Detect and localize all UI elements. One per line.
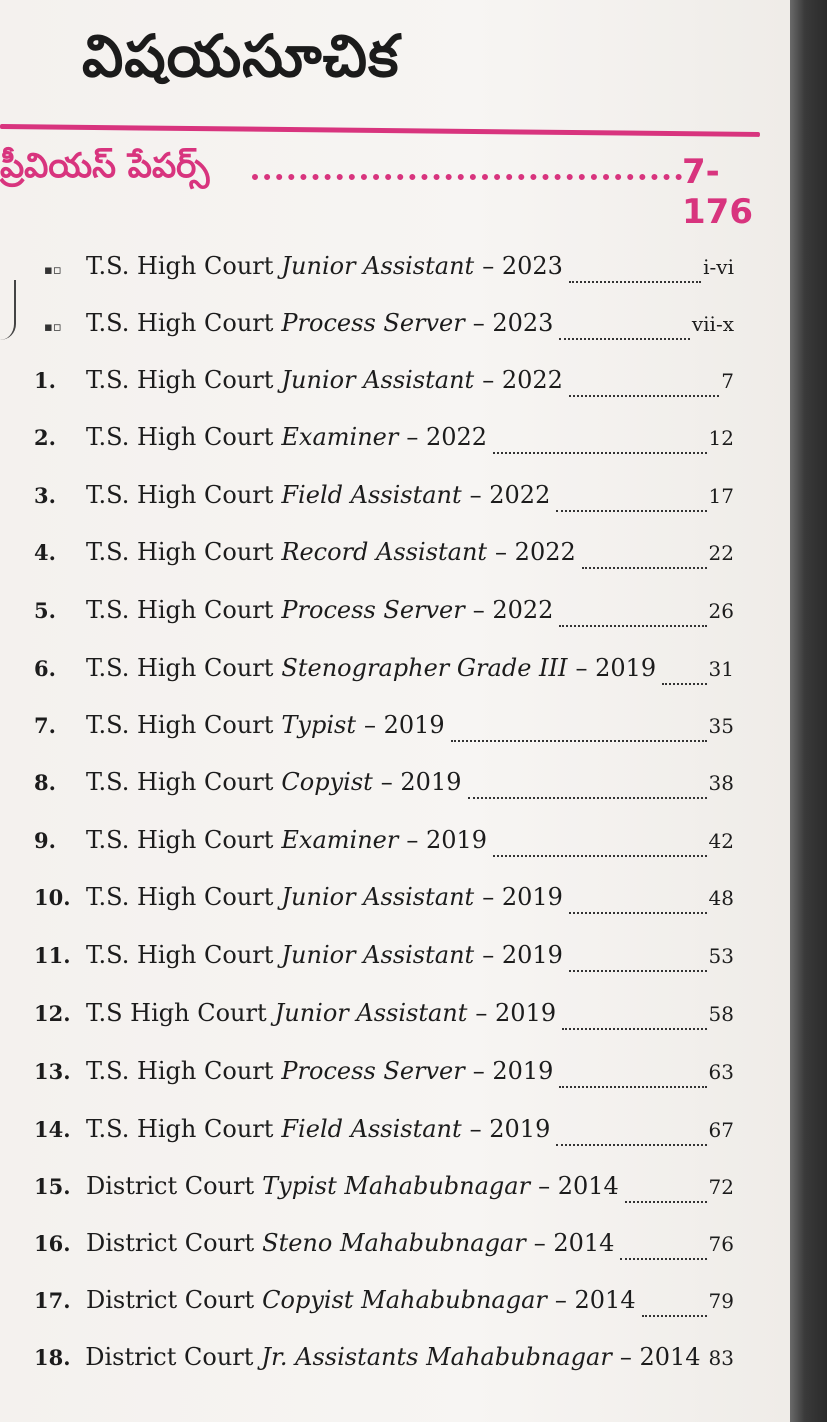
contents-entry: [34, 538, 734, 578]
entry-prefix: T.S. High Court: [86, 309, 274, 337]
entry-year: – 2019: [469, 1115, 551, 1143]
entry-role: Junior Assistant: [281, 366, 475, 394]
leader-dots: [569, 904, 707, 914]
entry-year: – 2023: [472, 309, 554, 337]
entry-prefix: District Court: [86, 1172, 255, 1200]
entry-year: – 2019: [380, 768, 462, 796]
entry-pages: 35: [708, 714, 734, 738]
entry-role: Record Assistant: [281, 538, 488, 566]
entry-number: 4.: [34, 540, 56, 565]
entry-year: – 2014: [538, 1172, 619, 1200]
leader-dots: [559, 1078, 706, 1088]
entry-role: Field Assistant: [281, 1115, 462, 1143]
contents-entry: [34, 711, 734, 751]
entry-role: Field Assistant: [281, 481, 462, 509]
entry-bullet: ▪▫: [44, 263, 62, 278]
leader-dots: [625, 1193, 707, 1203]
entry-bullet: ▪▫: [44, 320, 62, 335]
entry-year: – 2022: [469, 481, 551, 509]
entry-number: 16.: [34, 1231, 71, 1256]
entry-prefix: District Court: [86, 1229, 255, 1257]
entry-role: Steno Mahabubnagar: [262, 1229, 526, 1257]
contents-entry: [34, 768, 734, 808]
leader-dots: [451, 732, 707, 742]
leader-dots: [468, 789, 707, 799]
entry-year: – 2022: [482, 366, 563, 394]
entry-pages: 53: [708, 944, 734, 968]
entry-number: 8.: [34, 770, 56, 795]
entry-pages: 17: [708, 484, 734, 508]
leader-dots: [559, 617, 706, 627]
entry-number: 1.: [34, 368, 56, 393]
contents-entry: [34, 1229, 734, 1269]
leader-dots: [662, 675, 706, 685]
entry-pages: 83: [708, 1346, 734, 1370]
entry-number: 2.: [34, 425, 56, 450]
entry-prefix: T.S. High Court: [86, 883, 274, 911]
entry-number: 14.: [34, 1117, 71, 1142]
entry-pages: 48: [708, 886, 734, 910]
entry-prefix: T.S. High Court: [86, 481, 274, 509]
entry-role: Copyist Mahabubnagar: [262, 1286, 547, 1314]
entry-year: – 2014: [533, 1229, 615, 1257]
entry-pages: 79: [708, 1289, 734, 1313]
entry-role: Examiner: [281, 423, 399, 451]
entry-role: Junior Assistant: [281, 883, 475, 911]
entry-prefix: T.S. High Court: [86, 596, 274, 624]
entry-year: – 2019: [475, 999, 557, 1027]
entry-pages: 72: [708, 1175, 734, 1199]
entry-role: Process Server: [281, 596, 465, 624]
section-page-range: 7-176: [682, 152, 753, 232]
entry-number: 13.: [34, 1059, 71, 1084]
entry-year: – 2019: [575, 654, 657, 682]
leader-dots: [582, 559, 707, 569]
entry-pages: 63: [708, 1060, 734, 1084]
entry-number: 6.: [34, 656, 56, 681]
leader-dots: [562, 1020, 706, 1030]
entry-year: – 2014: [554, 1286, 636, 1314]
entry-pages: 76: [708, 1232, 734, 1256]
entry-prefix: District Court: [85, 1343, 254, 1371]
contents-entry: [34, 1286, 734, 1326]
entry-prefix: T.S. High Court: [86, 1057, 274, 1085]
leader-dots: [620, 1250, 706, 1260]
page-title: విషయసూచిక: [82, 22, 400, 90]
leader-dots: [569, 962, 707, 972]
entry-role: Junior Assistant: [281, 252, 475, 280]
contents-entry: [34, 826, 734, 866]
section-title: ప్రీవియస్ పేపర్స్: [0, 146, 210, 186]
entry-role: Stenographer Grade III: [281, 654, 568, 682]
entry-prefix: District Court: [86, 1286, 255, 1314]
entry-prefix: T.S. High Court: [86, 423, 274, 451]
entry-number: 18.: [34, 1345, 71, 1370]
entry-year: – 2022: [406, 423, 488, 451]
entry-prefix: T.S. High Court: [86, 941, 274, 969]
entry-number: 17.: [34, 1288, 71, 1313]
entry-number: 9.: [34, 828, 56, 853]
entry-pages: 38: [708, 771, 734, 795]
entry-prefix: T.S. High Court: [86, 538, 274, 566]
contents-entry: [34, 654, 734, 694]
entry-role: Junior Assistant: [274, 999, 468, 1027]
entry-role: Jr. Assistants Mahabubnagar: [261, 1343, 612, 1371]
entry-pages: 26: [708, 599, 734, 623]
entry-number: 15.: [34, 1174, 71, 1199]
leader-dots: [556, 502, 706, 512]
entry-role: Process Server: [281, 309, 465, 337]
contents-entry: [34, 941, 734, 981]
entry-pages: 22: [708, 541, 734, 565]
entry-year: – 2019: [482, 941, 563, 969]
entry-prefix: T.S High Court: [86, 999, 267, 1027]
contents-entry: [34, 309, 734, 349]
contents-entry: [34, 999, 734, 1039]
contents-entry: [34, 1172, 734, 1212]
entry-year: – 2022: [495, 538, 576, 566]
entry-role: Process Server: [281, 1057, 465, 1085]
contents-entry: [34, 481, 734, 521]
contents-entry: [34, 883, 734, 923]
entry-number: 10.: [34, 885, 71, 910]
contents-entry: [34, 423, 734, 463]
entry-pages: 42: [708, 829, 734, 853]
page-edge-shadow: [790, 0, 827, 1422]
entry-role: Examiner: [281, 826, 399, 854]
contents-entry: [34, 366, 734, 406]
entry-number: 12.: [34, 1001, 71, 1026]
leader-dots: [493, 847, 706, 857]
entry-pages: 31: [708, 657, 734, 681]
entry-year: – 2014: [619, 1343, 701, 1371]
leader-dots: [493, 444, 706, 454]
contents-entry: [34, 1343, 734, 1383]
entry-pages: vii-x: [691, 312, 734, 336]
entry-role: Typist: [281, 711, 356, 739]
entry-prefix: T.S. High Court: [86, 711, 274, 739]
entry-role: Typist Mahabubnagar: [262, 1172, 531, 1200]
entry-prefix: T.S. High Court: [86, 366, 274, 394]
entry-year: – 2022: [472, 596, 554, 624]
entry-pages: 67: [708, 1118, 734, 1142]
entry-number: 5.: [34, 598, 56, 623]
entry-pages: 58: [708, 1002, 734, 1026]
entry-number: 7.: [34, 713, 56, 738]
contents-entry: [34, 1115, 734, 1155]
entry-year: – 2019: [363, 711, 445, 739]
entry-prefix: T.S. High Court: [86, 826, 274, 854]
entry-pages: i-vi: [703, 255, 734, 279]
entry-number: 11.: [34, 943, 71, 968]
entry-prefix: T.S. High Court: [86, 252, 274, 280]
entry-prefix: T.S. High Court: [86, 1115, 274, 1143]
entry-pages: 7: [721, 369, 734, 393]
leader-dots: [559, 330, 689, 340]
contents-entry: [34, 1057, 734, 1097]
entry-prefix: T.S. High Court: [86, 768, 274, 796]
entry-year: – 2019: [482, 883, 563, 911]
entry-pages: 12: [708, 426, 734, 450]
entry-prefix: T.S. High Court: [86, 654, 274, 682]
contents-entry: [34, 252, 734, 292]
entry-year: – 2019: [472, 1057, 554, 1085]
leader-dots: [642, 1307, 707, 1317]
entry-year: – 2023: [482, 252, 563, 280]
entry-number: 3.: [34, 483, 56, 508]
contents-entry: [34, 596, 734, 636]
leader-dots: [569, 387, 719, 397]
entry-year: – 2019: [406, 826, 488, 854]
leader-dots: [556, 1136, 706, 1146]
entry-role: Junior Assistant: [281, 941, 475, 969]
entry-role: Copyist: [281, 768, 373, 796]
leader-dots: [569, 273, 701, 283]
